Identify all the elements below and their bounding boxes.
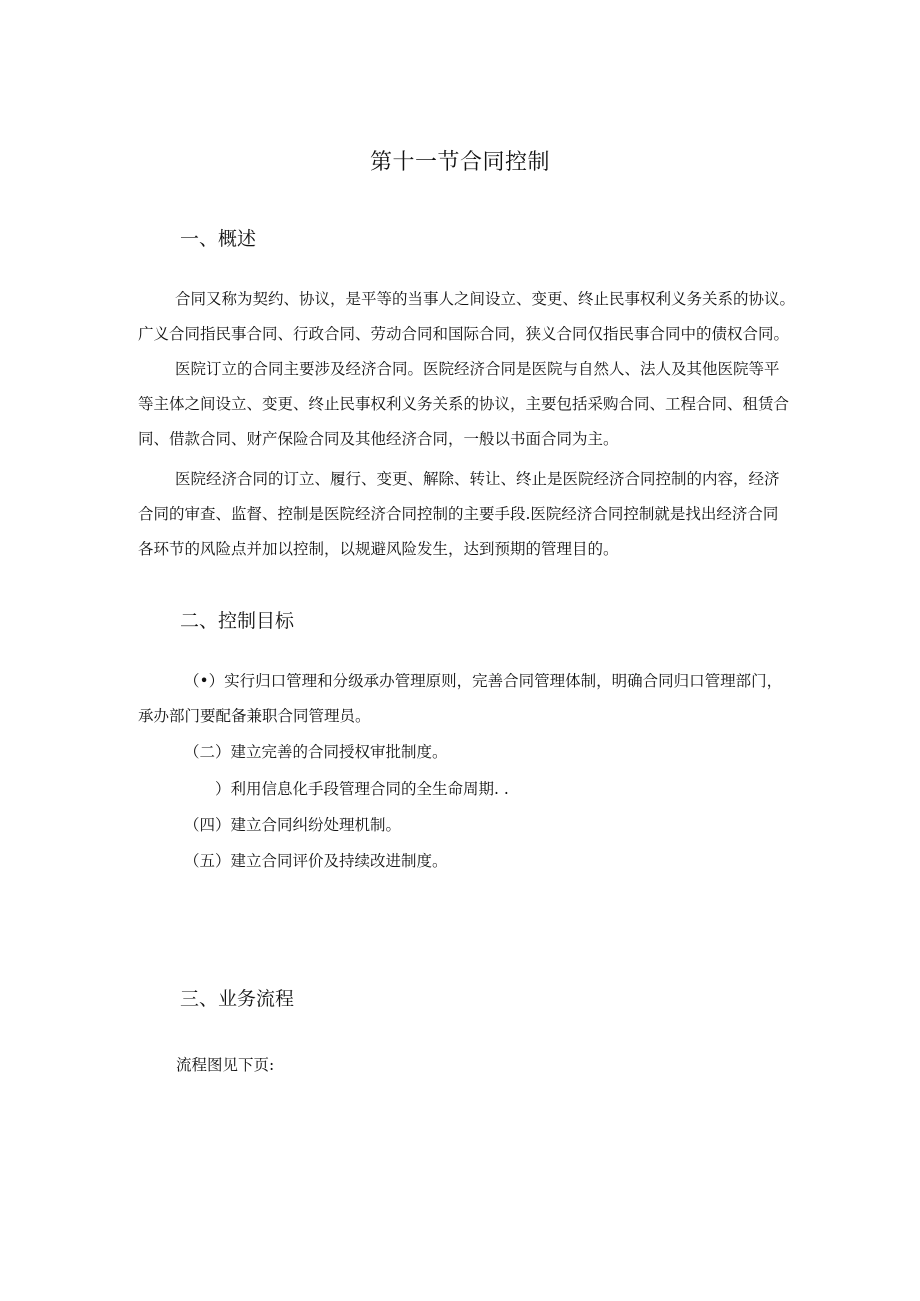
paragraph-hospital-contracts	[138, 352, 838, 457]
paragraph-line: 等主体之间设立、变更、终止民事权利义务关系的协议，主要包括采购合同、工程合同、租赁合	[138, 395, 790, 413]
objective-item-3: ）利用信息化手段管理合同的全生命周期. .	[215, 780, 509, 798]
objective-item-1	[138, 664, 838, 734]
page-title: 第十一节合同控制	[369, 150, 550, 175]
objective-item-4: （四）建立合同纠纷处理机制。	[184, 816, 402, 834]
objective-line: 承办部门要配备兼职合同管理员。	[138, 707, 371, 725]
process-note: 流程图见下页:	[176, 1056, 275, 1074]
objective-item-2: （二）建立完善的合同授权审批制度。	[184, 743, 448, 761]
paragraph-contract-definition	[138, 282, 838, 352]
paragraph-line: 合同的审查、监督、控制是医院经济合同控制的主要手段.医院经济合同控制就是找出经济合同	[138, 505, 779, 523]
paragraph-line: 医院订立的合同主要涉及经济合同。医院经济合同是医院与自然人、法人及其他医院等平	[175, 360, 780, 378]
section-heading-control-objectives: 二、控制目标	[180, 610, 295, 632]
objective-line: （•）实行归口管理和分级承办管理原则，完善合同管理体制，明确合同归口管理部门，	[184, 672, 783, 690]
section-heading-business-process: 三、业务流程	[180, 988, 295, 1010]
paragraph-line: 各环节的风险点并加以控制，以规避风险发生，达到预期的管理目的。	[138, 540, 619, 558]
paragraph-contract-control	[138, 462, 838, 567]
paragraph-line: 合同又称为契约、协议，是平等的当事人之间设立、变更、终止民事权利义务关系的协议。	[175, 290, 796, 308]
section-heading-overview: 一、概述	[180, 228, 257, 250]
paragraph-line: 广义合同指民事合同、行政合同、劳动合同和国际合同，狭义合同仅指民事合同中的债权合同。	[138, 325, 790, 343]
paragraph-line: 医院经济合同的订立、履行、变更、解除、转让、终止是医院经济合同控制的内容，经济	[175, 470, 780, 488]
paragraph-line: 同、借款合同、财产保险合同及其他经济合同，一般以书面合同为主。	[138, 430, 619, 448]
objective-item-5: （五）建立合同评价及持续改进制度。	[184, 852, 448, 870]
